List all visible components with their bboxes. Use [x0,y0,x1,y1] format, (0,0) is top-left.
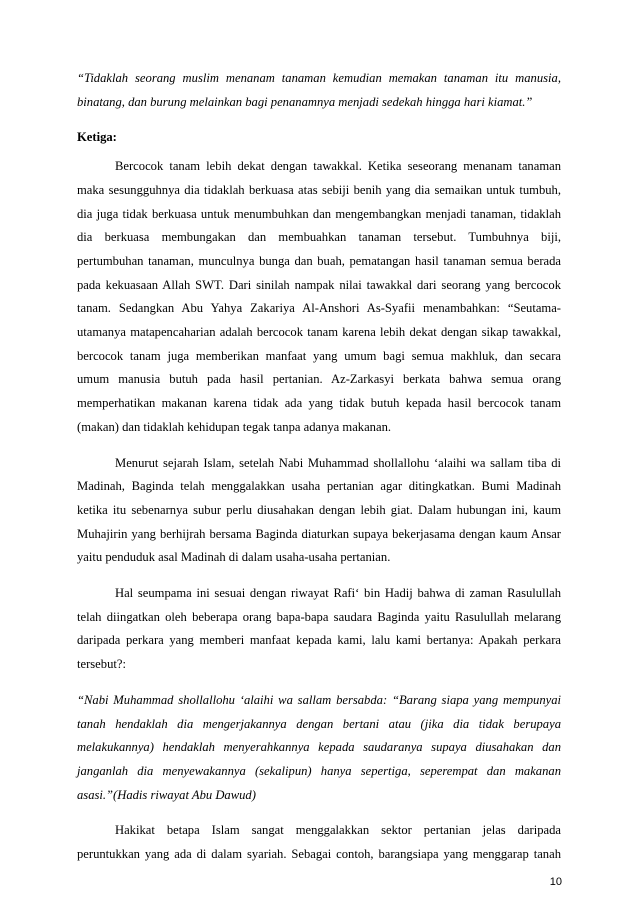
paragraph-tawakkal [77,155,561,439]
paragraph-line: pertumbuhan tanaman, munculnya bunga dan buah, pematangan hasil tanaman semua berada [77,253,561,268]
paragraph-line: pada kekuasaan Allah SWT. Dari sinilah nampak nilai tawakkal dari seorang yang bercocok [77,277,561,292]
body-text [77,67,561,879]
paragraph-line: peruntukkan yang ada di dalam syariah. Sebagai contoh, barangsiapa yang menggarap tanah [77,847,561,862]
paragraph-line: ketika itu sebenarnya subur perlu diusahakan dengan lebih giat. Dalam hubungan ini, kaum [77,502,561,517]
paragraph-line: umum manusia butuh pada hasil pertanian. Az-Zarkasyi berkata bahwa semua orang [77,372,561,387]
paragraph-line: maka sesungguhnya dia tidaklah berkuasa atas sebiji benih yang dia semaikan untuk tumbuh, [77,182,561,197]
paragraph-line: Madinah, Baginda telah menggalakkan usaha pertanian agar ditingkatkan. Bumi Madinah [77,479,561,494]
paragraph-line: utamanya matapencaharian adalah bercocok tanam karena lebih dekat dengan sikap tawakkal, [77,325,561,340]
quote-line: asasi.”(Hadis riwayat Abu Dawud) [77,787,256,802]
paragraph-line: Hakikat betapa Islam sangat menggalakkan sektor pertanian jelas daripada [115,823,561,838]
hadith-quote [77,689,561,808]
paragraph-line: daripada perkara yang memberi manfaat kepada kami, lalu kami bertanya: Apakah perkara [77,633,561,648]
paragraph-line: memperhatikan makanan karena tidak ada yang tidak butuh kepada hasil bercocok tanam [77,396,561,411]
paragraph-line: Muhajirin yang berhijrah bersama Baginda diaturkan supaya bekerjasama dengan kaum Ansar [77,526,561,541]
paragraph-riwayat [77,582,561,677]
paragraph-line: dia berkuasa membungakan dan membuahkan tanaman tersebut. Tumbuhnya biji, [77,230,561,245]
paragraph-sejarah [77,452,561,571]
paragraph-hakikat [77,819,561,866]
page-number: 10 [549,876,562,888]
quote-line: tanah hendaklah dia mengerjakannya dengan bertani atau (jika dia tidak berupaya [77,716,561,731]
section-heading: Ketiga: [77,130,117,145]
quote-line: binatang, dan burung melainkan bagi penanamnya menjadi sedekah hingga hari kiamat.” [77,94,533,109]
paragraph-line: Hal seumpama ini sesuai dengan riwayat Rafi‘ bin Hadij bahwa di zaman Rasulullah [115,586,561,601]
paragraph-line: dia juga tidak berkuasa untuk menumbuhkan dan mengembangkan menjadi tanaman, tidaklah [77,206,561,221]
quote-line: “Tidaklah seorang muslim menanam tanaman kemudian memakan tanaman itu manusia, [77,71,561,85]
paragraph-line: Bercocok tanam lebih dekat dengan tawakkal. Ketika seseorang menanam tanaman [115,159,561,174]
opening-hadith-quote [77,67,561,114]
paragraph-line: bercocok tanam juga memberikan manfaat yang umum bagi semua makhluk, dan secara [77,348,561,363]
paragraph-line: yaitu penduduk asal Madinah di dalam usaha-usaha pertanian. [77,550,391,565]
paragraph-line: Menurut sejarah Islam, setelah Nabi Muhammad shollallohu ‘alaihi wa sallam tiba di [115,455,561,470]
paragraph-line: tersebut?: [77,657,126,672]
paragraph-line: telah diingatkan oleh beberapa orang bapa-bapa saudara Baginda yaitu Rasulullah melarang [77,609,561,624]
paragraph-line: (makan) dan tidaklah kehidupan tegak tanpa adanya makanan. [77,419,392,434]
quote-line: janganlah dia menyewakannya (sekalipun) hanya sepertiga, seperempat dan makanan [77,763,561,778]
quote-line: melakukannya) hendaklah menyerahkannya kepada saudaranya supaya diusahakan dan [77,740,561,755]
paragraph-line: tanam. Sedangkan Abu Yahya Zakariya Al-Anshori As-Syafii menambahkan: “Seutama- [77,301,561,316]
quote-line: “Nabi Muhammad shollallohu ‘alaihi wa sallam bersabda: “Barang siapa yang mempunyai [77,692,561,707]
